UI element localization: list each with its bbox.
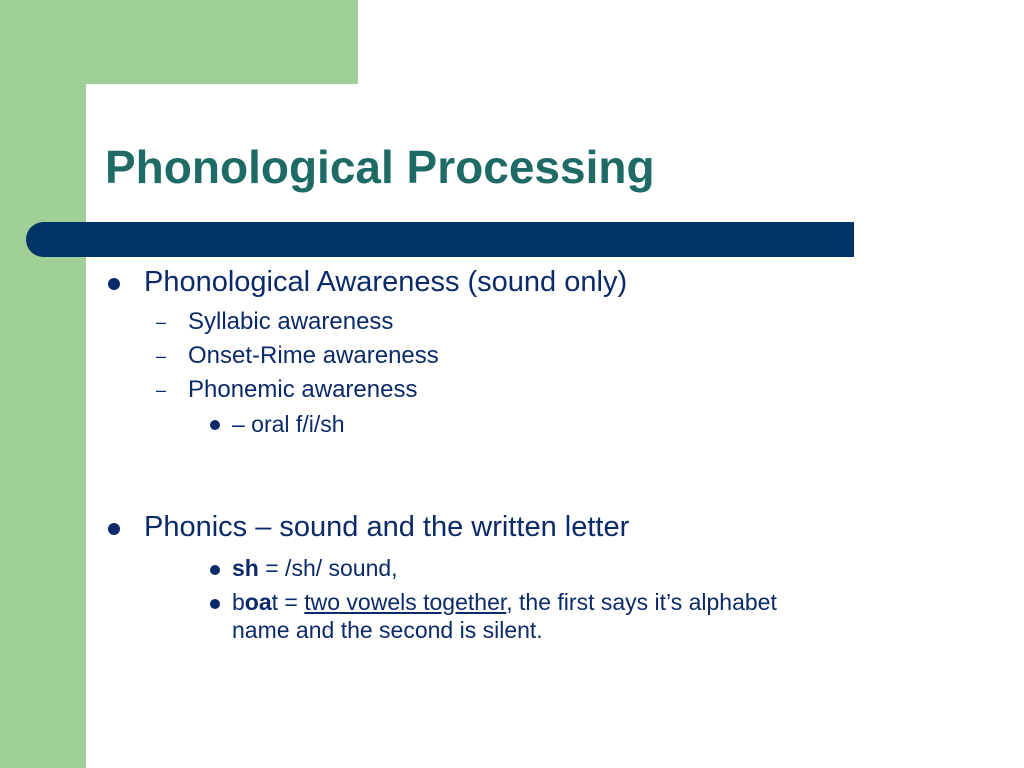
sub-bullet-item: Phonemic awareness [188, 376, 418, 403]
text-run: , the first says it’s alphabet [506, 589, 777, 615]
bullet-item: Phonics – sound and the written letter [144, 511, 630, 543]
bullet-dot-icon [210, 565, 220, 575]
sub-sub-bullet-continuation: name and the second is silent. [232, 617, 543, 643]
bullet-dot-icon [210, 420, 220, 430]
dash-marker: – [156, 380, 167, 400]
bullet-dot-icon [210, 599, 220, 609]
dash-marker: – [156, 312, 167, 332]
underlined-text: two vowels together [304, 589, 507, 615]
text-run: t = [271, 589, 305, 615]
text-run: = /sh/ sound, [258, 555, 398, 581]
dash-marker: – [156, 346, 167, 366]
bullet-dot-icon [108, 523, 120, 535]
text-run: b [232, 589, 245, 615]
sub-sub-bullet-item [232, 589, 777, 616]
bold-letters: oa [244, 589, 272, 615]
bullet-item: Phonological Awareness (sound only) [144, 266, 628, 298]
sub-bullet-item: Syllabic awareness [188, 308, 394, 335]
sub-sub-bullet-item [232, 555, 398, 582]
slide-title: Phonological Processing [105, 141, 655, 193]
sub-sub-bullet-item: – oral f/i/sh [232, 411, 345, 437]
sub-bullet-item: Onset-Rime awareness [188, 342, 439, 369]
bullet-dot-icon [108, 278, 120, 290]
bold-letters: sh [232, 555, 259, 581]
